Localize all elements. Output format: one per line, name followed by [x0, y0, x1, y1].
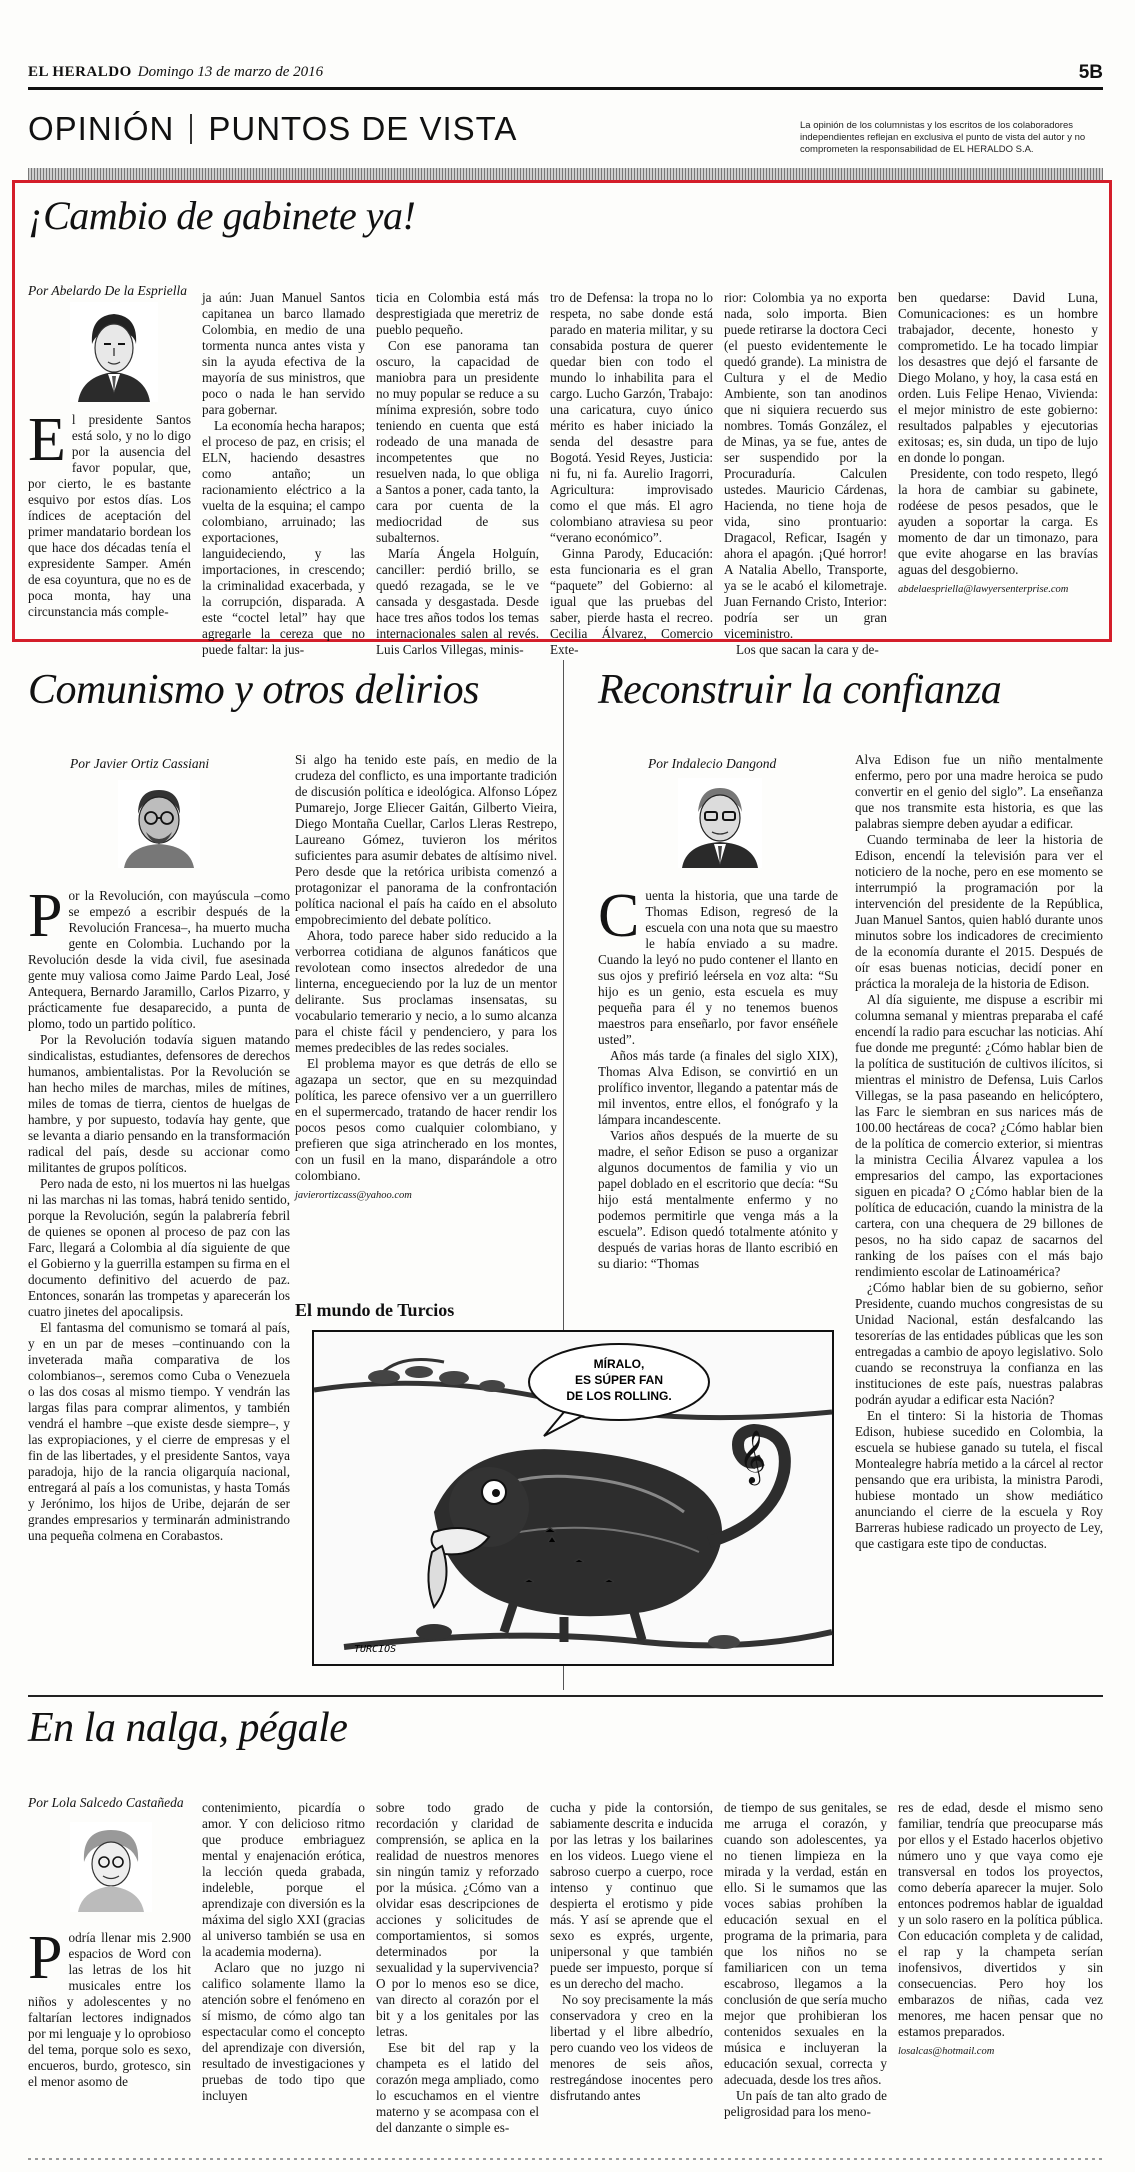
article2-paragraph: Por la Revolución todavía siguen matando sindicalistas, estudiantes, defensores de derechos humanos, ambientalistas. Por la Revolución se han hecho miles de marchas, miles de mítines, miles de tomas de tierra, cientos de huelgas de hambre, y por supuesto, todavía hay gente, que se levanta a diario pensando en la transformación radical del país, desde su accionar como militantes de grupos políticos.: [28, 1032, 290, 1175]
cartoonist-signature: TURCIOS: [354, 1644, 397, 1655]
article1-paragraph: ben quedarse: David Luna, Comunicaciones: es un hombre trabajador, decente, honesto y comprometido. Le ha tocado limpiar los desastres que dejó el farsante de Diego Molano, y hoy, la casa está en orden. Luis Felipe Henao, Vivienda: el mejor ministro de este gobierno: resultados palpables y ejecutorias exitosas; es, sin duda, un tipo de lujo en donde lo pongan.: [898, 290, 1098, 465]
article3-title: Reconstruir la confianza: [598, 667, 1002, 713]
author-portrait-ortiz: [118, 780, 200, 868]
bubble-line: DE LOS ROLLING.: [566, 1389, 672, 1403]
article4-paragraph: Ese bit del rap y la champeta es el latido del corazón mega ampliado, como lo escuchamos en el vientre materno y se acompasa con el del danzante o simple es-: [376, 2040, 539, 2135]
article2-paragraph: Pero nada de esto, ni los muertos ni las huelgas ni las marchas ni las tomas, habrá tenido sentido, porque la Revolución, según la palabrería febril de quienes se oponen al proceso de paz con las Farc, llegará a Colombia al día siguiente de que el Gobierno y la guerrilla estampen su firma en el documento definitivo del acuerdo de paz. Entonces, sonarán las trompetas y aparecerán los cuatro jinetes del apocalipsis.: [28, 1176, 290, 1319]
article1-column-6: [898, 290, 1098, 634]
bubble-line: MÍRALO,: [593, 1357, 645, 1371]
article2-dropcap: P: [28, 882, 63, 950]
article2-paragraph: Ahora, todo parece haber sido reducido a la verborrea cotidiana de algunos fanáticos que revolotean como insectos alrededor de una linterna, encegueciendo por la luz de un mentor delirante. Sus proclamas insensatas, su vocabulario temerario y necio, a lo sumo alcanza para el chiste fácil y pendenciero, y para los memes predecibles de las redes sociales.: [295, 928, 557, 1055]
masthead: [28, 64, 323, 81]
article3-column-1: [598, 882, 838, 1298]
article1-paragraph: tro de Defensa: la tropa no lo respeta, no sabe donde está parado en materia militar, y su consabida postura de querer quedar bien con todo el mundo lo inhabilita para el cargo. Lucho Garzón, Trabajo: una caricatura, cuyo único mérito es haber iniciado la senda del desastre para Bogotá. Yesid Reyes, Justicia: ni fu, ni fa. Aurelio Iragorri, Agricultura: improvisado como el que más. El agro colombiano atraviesa su peor “verano económico”.: [550, 290, 713, 545]
article4-paragraph: contenimiento, picardía o amor. Y con delicioso ritmo que produce embriaguez mental y enajenación erótica, la lección queda grabada, indeleble, porque el aprendizaje con diversión es la máxima del siglo XXI (gracias al universo también se usa en la academia moderna).: [202, 1800, 365, 1959]
article2-paragraph: Si algo ha tenido este país, en medio de la crudeza del conflicto, es una importante tradición de discusión política e ideológica. Alfonso López Pumarejo, Jorge Eliecer Gaitán, Gilberto Vieira, Diego Montaña Cuellar, Carlos Lleras Restrepo, Laureano Gómez, tuvieron los méritos suficientes para asumir debates de altísimo nivel. Pero desde que la retórica uribista comenzó a protagonizar el panorama de la confrontación política nacional el país ha caído en el absoluto empobrecimiento del debate político.: [295, 752, 557, 927]
article4-paragraph: cucha y pide la contorsión, sabiamente descrita e inducida por las letras y los bailarines en los videos. Luego viene el sabroso cuerpo a cuerpo, roce intenso y continuo que despierta el erotismo y pide más. Y así se aprende que el sexo es exprés, urgente, unipersonal y que también puede ser impuesto, porque sí es un derecho del macho.: [550, 1800, 713, 1991]
article1-paragraph: Presidente, con todo respeto, llegó la hora de cambiar su gabinete, rodéese de pesos pesados, que le ayuden a soportar la carga. Es momento de dar un timonazo, para que evite ahogarse en las bravías aguas del desgobierno.: [898, 466, 1098, 577]
article2-paragraph: or la Revolución, con mayúscula –como se empezó a escribir después de la Revolución Francesa–, ha muerto mucha gente en Colombia. Luchando por la Revolución desde la vida civil, fue asesinada gente muy valiosa como Jaime Pardo Leal, José Antequera, Bernardo Jaramillo, Carlos Pizarro, y prácticamente fue desaparecido, a punta de plomo, todo un partido político.: [28, 888, 290, 1031]
article1-column-3: [376, 290, 539, 657]
article4-column-1: [28, 1924, 191, 2150]
article4-byline: Por Lola Salcedo Castañeda: [28, 1795, 184, 1810]
author-portrait-espriella: [70, 302, 158, 402]
author-portrait-salcedo: [70, 1822, 152, 1912]
article2-byline: Por Javier Ortiz Cassiani: [70, 756, 210, 771]
article1-paragraph: l presidente Santos está solo, y no lo digo por la ausencia del favor popular, que, por cierto, le es bastante esquivo por estos días. Los índices de aceptación del primer mandatario bordean los que hace dos décadas tenía el expresidente Samper. Amén de esa coyuntura, que no es de poca monta, hay una circunstancia más comple-: [28, 412, 191, 619]
article3-paragraph: Cuando terminaba de leer la historia de Edison, encendí la televisión para ver el noticiero de la noche, pero en ese momento se interrumpió la programación por la intervención del presidente de la República, Juan Manuel Santos, quien habló durante unos minutos sobre los indicadores de crecimiento de la economía durante el 2015. Después de oír esas buenas noticias, decidí poner en práctica la moraleja de la historia de Edison.: [855, 832, 1103, 991]
article4-paragraph: Aclaro que no juzgo ni califico solamente llamo la atención sobre el fenómeno en sí mismo, de cómo algo tan espectacular como el concepto del aprendizaje con diversión, resultado de investigaciones y pruebas de todo tipo que incluyen: [202, 1960, 365, 2103]
section-rule: [28, 1695, 1103, 1697]
article4-paragraph: res de edad, desde el mismo seno familiar, tendría que preocuparse más por ellos y el Estado hacerlos objetivo número uno y que vaya como eje transversal en todos los proyectos, como debería aparecer la mujer. Solo entonces podremos hablar de igualdad y un solo rasero en la política pública. Con educación completa y de calidad, el rap y la champeta serían inofensivos, divertidos y sin consecuencias. Pero hoy los embarazos de niñas, cada vez menores, me hacen pensar que no estamos preparados.: [898, 1800, 1103, 2039]
author-portrait-dangond: [678, 778, 762, 868]
article1-column-5: [724, 290, 887, 657]
article4-paragraph: de tiempo de sus genitales, se me arruga el corazón, y cuando son adolescentes, ya no tienen limpieza en la mirada y la verdad, están en ello. Si le sumamos que las voces sabias prohíben la educación sexual en el programa de la primaria, para que los niños no se familiaricen con un tema escabroso, llegamos a la conclusión de que sería mucho mejor que prohibieran los contenidos sexuales en la música e incluyeran la educación sexual, correcta y adecuada, desde los tres años.: [724, 1800, 887, 2087]
article4-paragraph: odría llenar mis 2.900 espacios de Word con las letras de los hit musicales entre los niños y adolescentes y no faltarían lectores indignados por mi lenguaje y lo oprobioso del tema, porque solo es sexo, encueros, burdo, grotesco, sin el menor asomo de: [28, 1930, 191, 2089]
section-title: OPINIÓN: [28, 110, 175, 147]
article4-paragraph: No soy precisamente la más conservadora y creo en la libertad y el libre albedrío, pero cuando veo los videos de menores de seis años, restregándose inocentes pero disfrutando antes: [550, 1992, 713, 2103]
article1-byline: Por Abelardo De la Espriella: [28, 283, 187, 298]
article3-paragraph: Alva Edison fue un niño mentalmente enfermo, pero por una madre heroica se pudo convertir en el genio del siglo”. La enseñanza que nos transmite esta historia, es que las palabras siempre deben ayudar a edificar.: [855, 752, 1103, 831]
article1-column-1: [28, 406, 191, 634]
article2-paragraph: El problema mayor es que detrás de ello se agazapa un sector, que en su mezquindad política, les parece ofensivo ver a un guerrillero en el supermercado, tratando de hacer rendir los pocos pesos como cualquier colombiano, y prefieren que siga atrincherado en los montes, con un fusil en la mano, disparándole a otro colombiano.: [295, 1056, 557, 1183]
article4-column-5: [724, 1800, 887, 2150]
article3-dropcap: C: [598, 882, 640, 950]
article1-column-4: [550, 290, 713, 657]
section-subtitle: PUNTOS DE VISTA: [208, 110, 518, 147]
issue-date: Domingo 13 de marzo de 2016: [137, 64, 324, 80]
article3-paragraph: Varios años después de la muerte de su madre, el señor Edison se puso a organizar algunos documentos de familia y vio un papel doblado en el escritorio que decía: “Su hijo está mentalmente enfermo y no podemos permitirle que venga más a la escuela”. Edison quedó totalmente atónito y después de varias horas de llanto escribió en su diario: “Thomas: [598, 1128, 838, 1271]
article4-title: En la nalga, pégale: [28, 1705, 348, 1751]
article3-byline: Por Indalecio Dangond: [648, 756, 777, 771]
article4-column-3: [376, 1800, 539, 2150]
article1-paragraph: ticia en Colombia está más desprestigiada que meretriz de pueblo pequeño.: [376, 290, 539, 337]
article1-paragraph: María Ángela Holguín, canciller: perdió brillo, se quedó rezagada, se le ve cansada y desgastada. Desde hace tres años todos los temas internacionales salen al revés. Luis Carlos Villegas, minis-: [376, 546, 539, 657]
bubble-line: ES SÚPER FAN: [574, 1373, 664, 1387]
article4-email[interactable]: losalcas@hotmail.com: [898, 2046, 995, 2057]
article1-paragraph: Los que sacan la cara y de-: [736, 642, 879, 657]
article2-title: Comunismo y otros delirios: [28, 667, 479, 713]
article4-column-2: [202, 1800, 365, 2150]
cartoon-panel: [312, 1330, 834, 1666]
cartoon-title: El mundo de Turcios: [295, 1300, 455, 1320]
disclaimer: La opinión de los columnistas y los escritos de los colaboradores independientes reflejan en exclusiva el punto de vista del autor y no comprometen la responsabilidad de EL HERALDO S.A.: [800, 120, 1086, 155]
article1-title: ¡Cambio de gabinete ya!: [28, 193, 416, 238]
bottom-rule: [28, 2158, 1103, 2160]
article1-paragraph: Con ese panorama tan oscuro, la capacidad de maniobra para un presidente no muy popular se reduce a su mínima expresión, sobre todo teniendo en cuenta que está rodeado de una manada de incompetentes que no resuelven nada, lo que obliga a Santos a poner, cada tanto, la cara por cuenta de la mediocridad de sus subalternos.: [376, 338, 539, 545]
article4-column-4: [550, 1800, 713, 2150]
article2-column-1: [28, 882, 290, 1678]
article4-column-6: [898, 1800, 1103, 2150]
article1-column-2: [202, 290, 365, 657]
article1-paragraph: ja aún: Juan Manuel Santos capitanea un barco llamado Colombia, en medio de una tormenta nunca antes vista y sin la ayuda efectiva de la mayoría de sus ministros, que poco o nada le han servido para gobernar.: [202, 290, 365, 417]
svg-text:𝄞: 𝄞: [739, 1429, 767, 1483]
article4-dropcap: P: [28, 1924, 63, 1992]
article3-paragraph: Años más tarde (a finales del siglo XIX), Thomas Alva Edison, se convirtió en un prolífico inventor, llegando a patentar más de mil inventos, entre ellos, el fonógrafo y la lámpara incandescente.: [598, 1048, 838, 1127]
article1-email[interactable]: abdelaespriella@lawyersenterprise.com: [898, 584, 1069, 595]
section-separator: [190, 114, 192, 144]
article3-paragraph: Al día siguiente, me dispuse a escribir mi columna semanal y mientras preparaba el café encendí la radio para escuchar las noticias. Ahí fue donde me pregunté: ¿Cómo hablar bien de la política de sustitución de cultivos ilícitos, si mientras el ministro de Defensa, Luis Carlos Villegas, se la pasa paseando en helicóptero, las Farc le siembran en sus narices más de 100.00 hectáreas de coca? ¿Cómo hablar bien de la política de comercio exterior, si mientras la ministra Cecilia Álvarez vapulea a los empresarios del campo, las exportaciones siguen en picada? O ¿Cómo hablar bien de la política de educación, cuando la ministra de la cartera, con una chequera de 29 billones de pesos, no ha sido capaz de sacarnos del ranking de los países con el más bajo rendimiento escolar de Latinoamérica?: [855, 992, 1103, 1279]
article3-paragraph: En el tintero: Si la historia de Thomas Edison, hubiese sucedido en Colombia, la escuela se hubiese ganado su tutela, el fiscal Montealegre habría metido a la cárcel al rector pensando que era uribista, la ministra Parodi, hubiese montado un show mediático anunciando el cierre de la escuela y Roy Barreras hubiese radicado un proyecto de Ley, que castigara este tipo de conductas.: [855, 1408, 1103, 1551]
article1-paragraph: La economía hecha harapos; el proceso de paz, en crisis; el ELN, haciendo desastres como antaño; un racionamiento eléctrico a la vuelta de la esquina; el campo colombiano, arruinado; las exportaciones, languideciendo, y las importaciones, in crescendo; la criminalidad exacerbada, y la corrupción, disparada. A este “coctel letal” hay que agregarle la cereza que no puede faltar: la jus-: [202, 418, 365, 657]
article2-email[interactable]: javierortizcass@yahoo.com: [295, 1190, 412, 1201]
article2-column-2: [295, 752, 557, 1288]
article1-paragraph: rior: Colombia ya no exporta nada, solo importa. Bien puede retirarse la doctora Ceci (el puesto evidentemente le quedó grande). La ministra de Cultura y el de Medio Ambiente, son tan anodinos que ni siquiera recuerdo sus nombres. Tomás González, el de Minas, ya se fue, antes de ser suspendido por la Procuraduría. Calculen ustedes. Mauricio Cárdenas, Hacienda, no tiene hoja de vida, sino prontuario: Dragacol, Reficar, Isagén y ahora el apagón. ¡Qué horror! A Natalia Abello, Transporte, ya se le acabó el kilometraje. Juan Fernando Cristo, Interior: podría ser un gran viceministro.: [724, 290, 887, 641]
article4-paragraph: sobre todo grado de recordación y claridad de comprensión, se aplica en la realidad de nuestros menores sin ningún tamiz y reforzado por la música. ¿Cómo van a olvidar esas descripciones de acciones y solicitudes de comportamientos, si somos determinados por la sexualidad y la supervivencia? O por lo menos eso se dice, van directo al corazón por el bit y a los genitales por las letras.: [376, 1800, 539, 2039]
article1-dropcap: E: [28, 406, 66, 474]
article4-paragraph: Un país de tan alto grado de peligrosidad para los meno-: [724, 2088, 887, 2119]
section-header: [28, 110, 517, 148]
paper-name: EL HERALDO: [28, 64, 132, 80]
page-number: 5B: [1078, 62, 1103, 83]
article1-paragraph: Ginna Parody, Educación: esta funcionaria es el gran “paquete” del Gobierno: al igual que las pruebas del saber, pierde hasta el recreo. Cecilia Álvarez, Comercio Exte-: [550, 546, 713, 657]
article3-column-2: [855, 752, 1103, 1677]
article3-paragraph: uenta la historia, que una tarde de Thomas Edison, regresó de la escuela con una nota que su maestro le había enviado a su madre. Cuando la leyó no pudo contener el llanto en sus ojos y prefirió leérsela en voz alta: “Su hijo es un genio, esta escuela es muy pequeña para él y no tenemos buenos maestros para enseñarlo, por favor enséñele usted”.: [598, 888, 838, 1047]
article2-paragraph: El fantasma del comunismo se tomará al país, y en un par de meses –continuando con la inveterada maña comparativa de los colombianos–, seremos como Cuba o Venezuela o las dos cosas al mismo tiempo. Y vendrán las largas filas para comprar alimentos, y también vendrá el hambre –que existe desde siempre–, y las expropiaciones, y el cierre de empresas y el fin de las libertades, y el presidente Santos, vaya paradoja, hijo de la rancia oligarquía nacional, entregará al país a los comunistas, y hasta Tomás y Jerónimo, los hijos de Uribe, dejarán de ser grandes empresarios y terminarán administrando una pequeña colmena en Corabastos.: [28, 1320, 290, 1543]
article3-paragraph: ¿Cómo hablar bien de su gobierno, señor Presidente, cuando muchos congresistas de su Unidad Nacional, están desfalcando las tesorerías de las entidades públicas que les son entregadas a cambio de apoyo legislativo. Solo cuando se reconstruya la confianza en las instituciones de este país, nuestras palabras podrán ayudar a edificar esta Nación?: [855, 1280, 1103, 1407]
chameleon-illustration: [314, 1332, 832, 1664]
